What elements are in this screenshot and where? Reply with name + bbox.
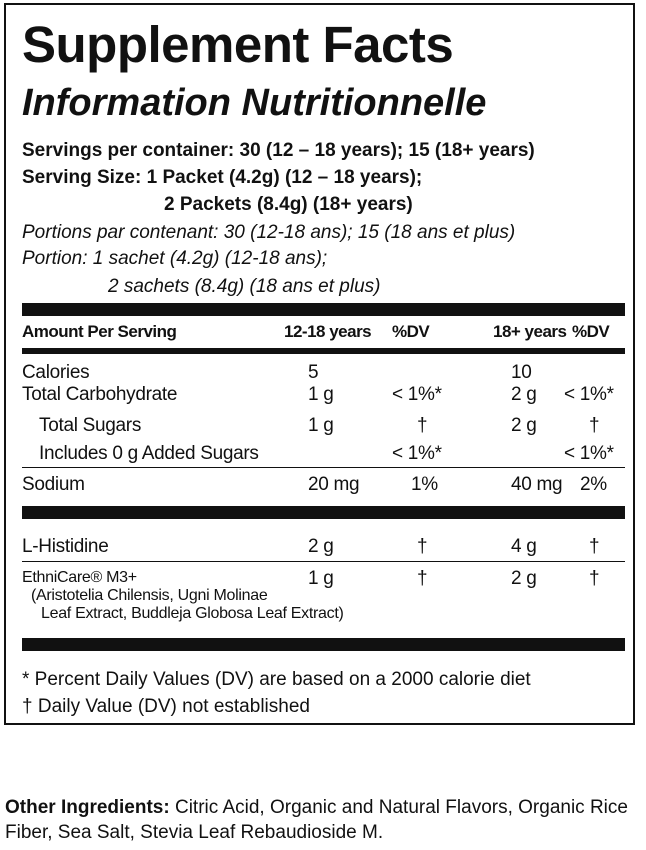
- header-dv-12-18: %DV: [392, 322, 430, 341]
- row-sodium-b: 40 mg: [511, 474, 563, 495]
- row-histidine-a: 2 g: [308, 536, 334, 557]
- header-12-18-years: 12-18 years: [284, 322, 372, 341]
- row-ethnicare-a: 1 g: [308, 568, 334, 589]
- row-sodium-dvb: 2%: [580, 474, 607, 495]
- panel-subtitle: Information Nutritionnelle: [22, 82, 487, 124]
- row-added-sugars-dvb: < 1%*: [564, 443, 614, 464]
- row-calories-name: Calories: [22, 362, 90, 383]
- row-sugars-b: 2 g: [511, 415, 537, 436]
- row-divider-2: [22, 561, 625, 562]
- medium-divider: [22, 348, 625, 354]
- row-carb-dva: < 1%*: [392, 384, 442, 405]
- servings-per-container-fr: Portions par contenant: 30 (12-18 ans); 15 (18 ans et plus): [22, 222, 516, 243]
- supplement-facts-panel: [4, 3, 635, 725]
- row-sodium-dva: 1%: [411, 474, 438, 495]
- row-histidine-dvb: †: [589, 536, 600, 557]
- thick-divider-bottom: [22, 638, 625, 651]
- row-histidine-dva: †: [417, 536, 428, 557]
- header-amount-per-serving: Amount Per Serving: [22, 322, 177, 341]
- footnote-daily-values: * Percent Daily Values (DV) are based on a 2000 calorie diet: [22, 669, 531, 690]
- panel-title: Supplement Facts: [22, 16, 454, 73]
- header-18-plus-years: 18+ years: [493, 322, 567, 341]
- row-sugars-dva: †: [417, 415, 428, 436]
- serving-size-en-2: 2 Packets (8.4g) (18+ years): [164, 194, 413, 215]
- row-sugars-dvb: †: [589, 415, 600, 436]
- row-ethnicare-b: 2 g: [511, 568, 537, 589]
- row-ethnicare-dva: †: [417, 568, 428, 589]
- row-calories-b: 10: [511, 362, 532, 383]
- row-sodium-a: 20 mg: [308, 474, 360, 495]
- row-added-sugars-name: Includes 0 g Added Sugars: [39, 443, 259, 464]
- row-carb-a: 1 g: [308, 384, 334, 405]
- other-ingredients-label: Other Ingredients:: [5, 797, 170, 818]
- row-divider: [22, 467, 625, 468]
- other-ingredients-text: Citric Acid, Organic and Natural Flavors, Organic Rice Fiber, Sea Salt, Stevia Leaf Rebaudioside M.: [5, 797, 628, 843]
- row-calories-a: 5: [308, 362, 319, 383]
- other-ingredients: [5, 795, 641, 845]
- serving-size-en-1: Serving Size: 1 Packet (4.2g) (12 – 18 years);: [22, 167, 423, 188]
- thick-divider-middle: [22, 506, 625, 519]
- row-histidine-b: 4 g: [511, 536, 537, 557]
- footnote-dagger: † Daily Value (DV) not established: [22, 696, 310, 717]
- row-ethnicare-name: EthniCare® M3+: [22, 569, 137, 586]
- row-carb-dvb: < 1%*: [564, 384, 614, 405]
- row-added-sugars-dva: < 1%*: [392, 443, 442, 464]
- serving-size-fr-2: 2 sachets (8.4g) (18 ans et plus): [108, 276, 381, 297]
- row-sugars-name: Total Sugars: [39, 415, 142, 436]
- ethnicare-detail-line-1: (Aristotelia Chilensis, Ugni Molinae: [31, 587, 268, 604]
- row-carb-name: Total Carbohydrate: [22, 384, 178, 405]
- row-sugars-a: 1 g: [308, 415, 334, 436]
- row-ethnicare-dvb: †: [589, 568, 600, 589]
- header-dv-18-plus: %DV: [572, 322, 610, 341]
- row-sodium-name: Sodium: [22, 474, 85, 495]
- row-histidine-name: L-Histidine: [22, 536, 109, 557]
- ethnicare-detail-line-2: Leaf Extract, Buddleja Globosa Leaf Extract): [41, 605, 344, 622]
- row-carb-b: 2 g: [511, 384, 537, 405]
- thick-divider-top: [22, 303, 625, 316]
- serving-size-fr-1: Portion: 1 sachet (4.2g) (12-18 ans);: [22, 248, 328, 269]
- servings-per-container-en: Servings per container: 30 (12 – 18 years); 15 (18+ years): [22, 140, 535, 161]
